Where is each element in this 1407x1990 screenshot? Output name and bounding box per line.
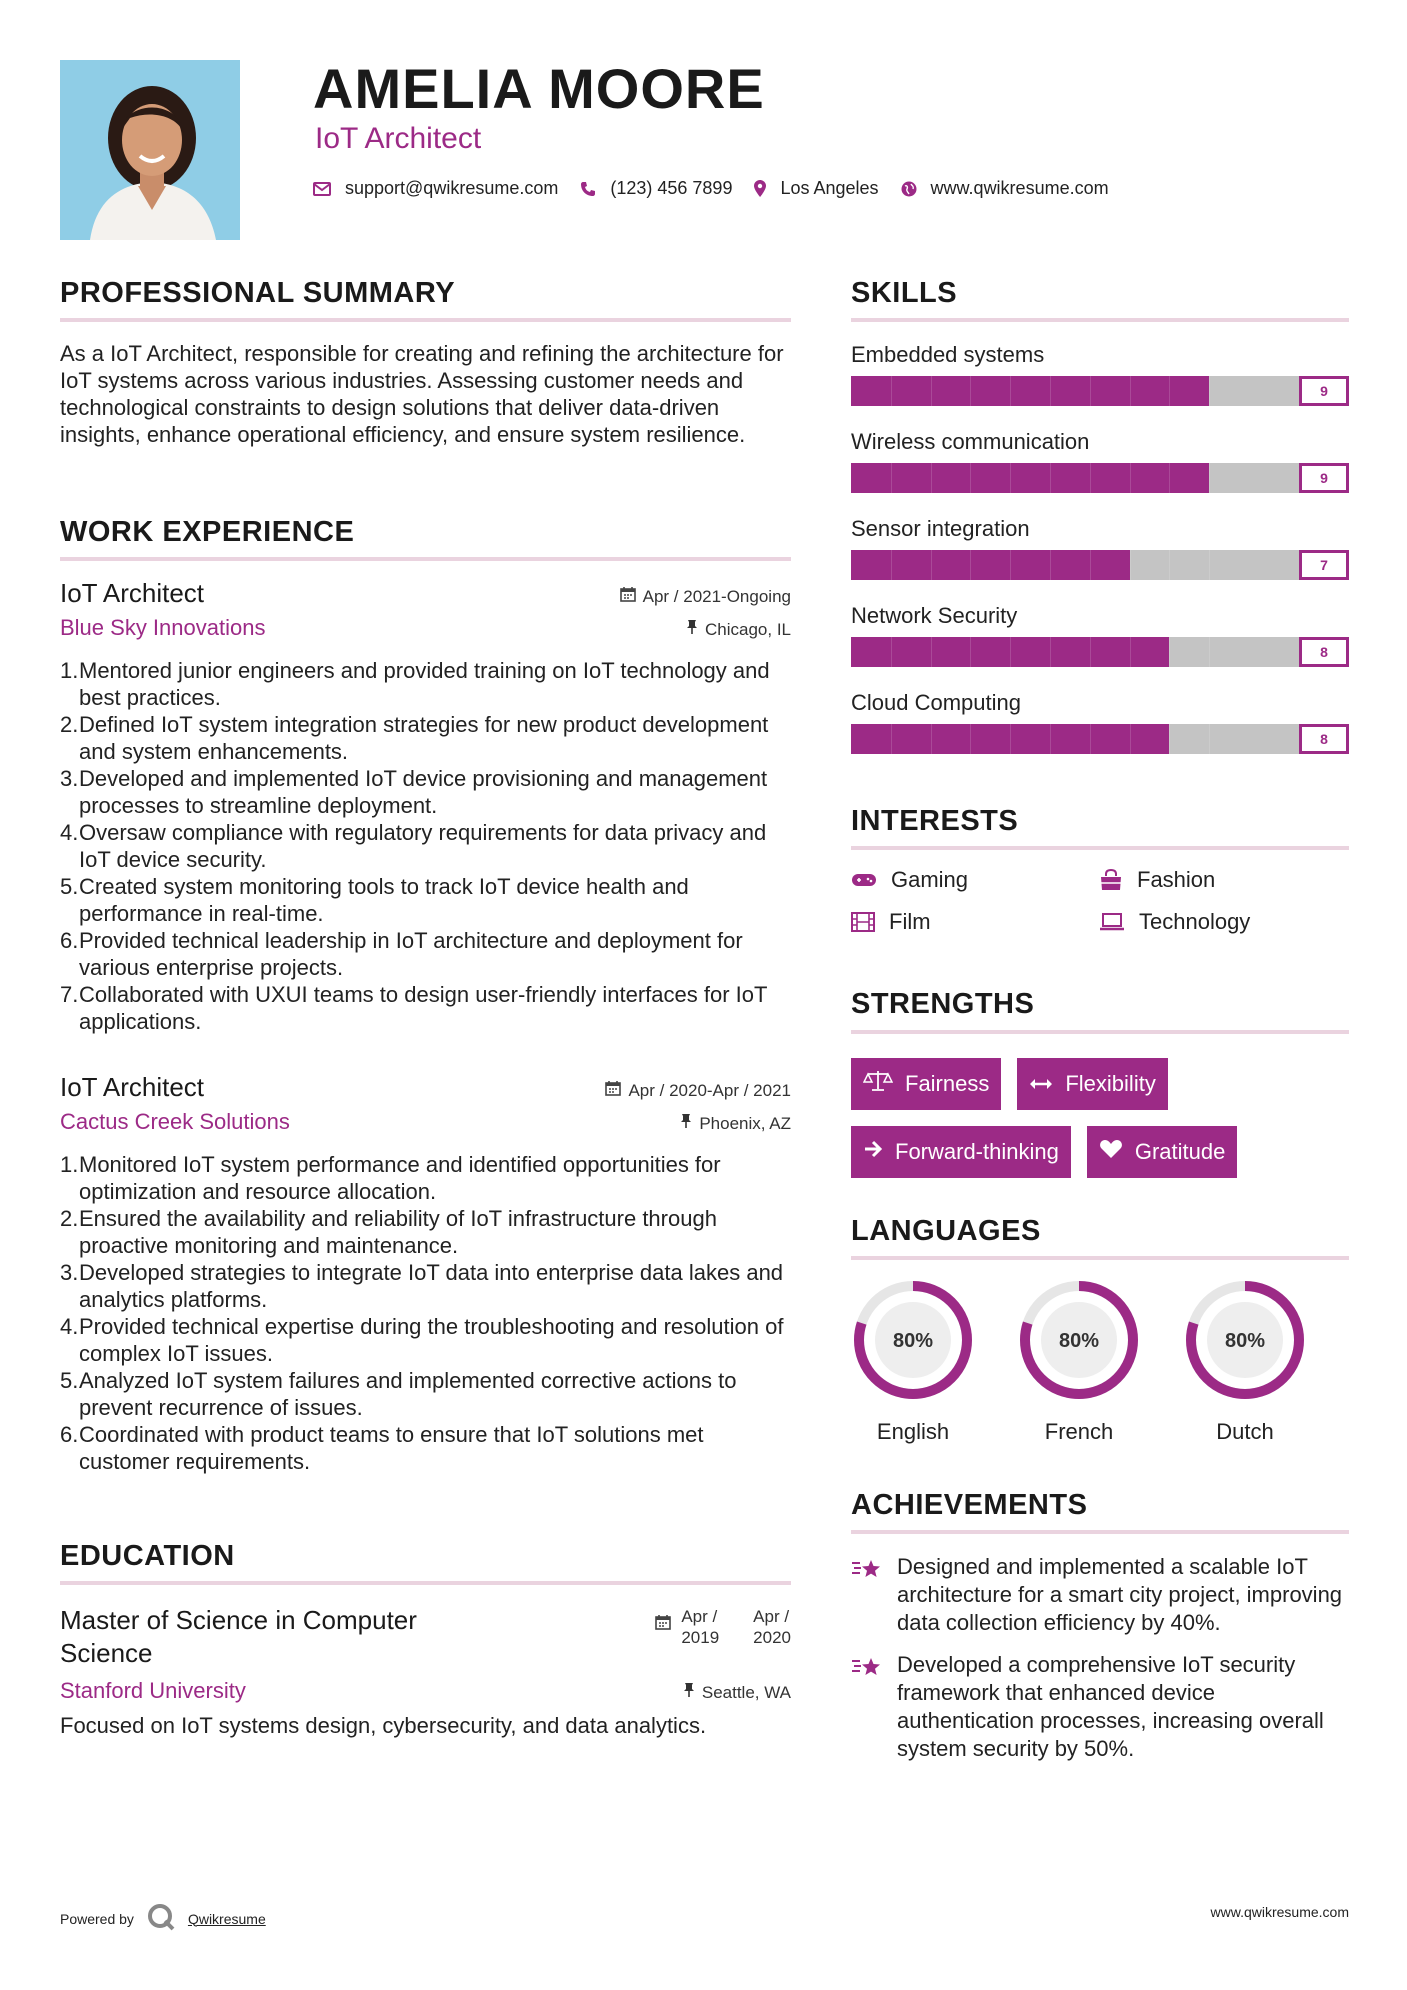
achievements-list: [851, 1553, 1349, 1763]
language-name: English: [876, 1419, 950, 1444]
skill-segment-divider: [1090, 637, 1091, 667]
summary-divider: [60, 318, 791, 322]
skill-segment-divider: [1050, 463, 1051, 493]
skill-track: [851, 637, 1301, 667]
work-heading: WORK EXPERIENCE: [60, 516, 355, 548]
job-dates-text: Apr / 2020-Apr / 2021: [628, 1080, 791, 1100]
language-ring: [851, 1278, 975, 1402]
job-location-text: Chicago, IL: [705, 619, 791, 639]
skill-segment-divider: [1130, 550, 1131, 580]
interest-label: Fashion: [1137, 867, 1216, 892]
job-location: [680, 1113, 791, 1134]
skill-item: [851, 429, 1349, 516]
bag-icon: [1099, 869, 1123, 891]
skill-segment-divider: [1050, 550, 1051, 580]
skill-segment-divider: [931, 463, 932, 493]
degree-line: Master of Science in Computer: [60, 1605, 417, 1635]
end-month: Apr /: [753, 1607, 790, 1626]
job-entry: [60, 1072, 791, 1475]
skill-segment-divider: [1050, 724, 1051, 754]
education-heading: EDUCATION: [60, 1540, 235, 1572]
interests-heading: INTERESTS: [851, 805, 1019, 837]
job-location: [686, 619, 791, 640]
interest-item: [1099, 867, 1347, 893]
strengths-heading: STRENGTHS: [851, 988, 1035, 1020]
start-month: Apr /: [681, 1607, 718, 1626]
skill-segment-divider: [1130, 637, 1131, 667]
skill-segment-divider: [891, 637, 892, 667]
skill-segment-divider: [1010, 637, 1011, 667]
skill-bar: [851, 637, 1349, 667]
list-item: 5. Created system monitoring tools to track IoT device health and performance in real-time.: [60, 874, 689, 926]
skill-item: [851, 516, 1349, 603]
candidate-name: AMELIA MOORE: [313, 57, 765, 120]
education-entry: [60, 1604, 791, 1739]
achievements-heading: ACHIEVEMENTS: [851, 1489, 1088, 1521]
skill-bar: [851, 550, 1349, 580]
strength-badge: [1087, 1126, 1238, 1178]
skill-segment-divider: [1169, 550, 1170, 580]
language-percent: 80%: [892, 1330, 934, 1352]
envelope-icon: [313, 182, 331, 196]
language-percent: 80%: [1224, 1330, 1266, 1352]
skill-segment-divider: [1130, 724, 1131, 754]
footer-site[interactable]: www.qwikresume.com: [1210, 1904, 1349, 1920]
skill-segment-divider: [1130, 376, 1131, 406]
pushpin-icon: [683, 1682, 695, 1703]
degree-title: [60, 1604, 417, 1670]
degree-line: Science: [60, 1638, 153, 1668]
interest-item: [1099, 909, 1347, 935]
interest-label: Film: [889, 909, 931, 934]
footer-powered: [60, 1902, 266, 1935]
skill-segment-divider: [931, 724, 932, 754]
language-ring: [1017, 1278, 1141, 1402]
skill-segment-divider: [1209, 550, 1210, 580]
job-title: IoT Architect: [60, 1072, 205, 1102]
strength-label: Gratitude: [1134, 1139, 1226, 1164]
skill-segment-divider: [970, 724, 971, 754]
list-item: 6. Coordinated with product teams to ensure that IoT solutions met customer requirements.: [60, 1422, 704, 1474]
skill-item: [851, 690, 1349, 777]
skill-segment-divider: [970, 463, 971, 493]
list-item: 1. Monitored IoT system performance and identified opportunities for optimization and resource allocation.: [60, 1152, 721, 1204]
skill-bar: [851, 724, 1349, 754]
arrows-horizontal-icon: [1029, 1071, 1053, 1097]
calendar-icon: [605, 1080, 621, 1101]
skill-segment-divider: [1169, 376, 1170, 406]
start-year: 2019: [681, 1628, 720, 1647]
skill-level: 9: [1299, 376, 1349, 406]
skill-fill: [851, 376, 1209, 406]
skill-track: [851, 463, 1301, 493]
list-item: 1. Mentored junior engineers and provided training on IoT technology and best practices.: [60, 658, 770, 710]
skill-bar: [851, 376, 1349, 406]
interests-grid: [851, 867, 1349, 935]
job-bullets: [60, 1151, 791, 1475]
skill-name: Embedded systems: [851, 342, 1045, 367]
skills-divider: [851, 318, 1349, 322]
skill-segment-divider: [1050, 637, 1051, 667]
list-item: 7. Collaborated with UXUI teams to design user-friendly interfaces for IoT applications.: [60, 982, 768, 1034]
languages-heading: LANGUAGES: [851, 1215, 1041, 1247]
profile-photo: [60, 60, 240, 240]
calendar-icon: [655, 1606, 671, 1670]
school-location: [683, 1682, 791, 1703]
job-title: IoT Architect: [60, 578, 205, 608]
interests-divider: [851, 846, 1349, 850]
languages-list: [851, 1278, 1349, 1445]
skill-segment-divider: [1010, 463, 1011, 493]
skill-segment-divider: [891, 463, 892, 493]
skill-level: 8: [1299, 724, 1349, 754]
list-item: 4. Provided technical expertise during the troubleshooting and resolution of complex IoT issues.: [60, 1314, 784, 1366]
skill-level: 7: [1299, 550, 1349, 580]
education-dates: [655, 1604, 791, 1670]
interest-item: [851, 867, 1099, 893]
interest-label: Gaming: [891, 867, 969, 892]
skill-item: [851, 603, 1349, 690]
skill-segment-divider: [1130, 463, 1131, 493]
qwikresume-link[interactable]: Qwikresume: [187, 1910, 266, 1927]
skill-name: Network Security: [851, 603, 1018, 628]
strength-label: Flexibility: [1065, 1071, 1156, 1096]
list-item: 3. Developed strategies to integrate IoT data into enterprise data lakes and analytics platforms.: [60, 1260, 784, 1312]
contact-location: Los Angeles: [780, 178, 879, 198]
language-name: Dutch: [1216, 1419, 1274, 1444]
achievement-text: Designed and implemented a scalable IoT architecture for a smart city project, improving data collection efficiency by 40%.: [897, 1554, 1343, 1635]
interest-item: [851, 909, 1099, 935]
skill-segment-divider: [1090, 550, 1091, 580]
list-item: 2. Ensured the availability and reliability of IoT infrastructure through proactive monitoring and maintenance.: [60, 1206, 717, 1258]
skill-segment-divider: [1209, 463, 1210, 493]
language-item: [851, 1278, 975, 1445]
list-item: 6. Provided technical leadership in IoT architecture and deployment for various enterprise projects.: [60, 928, 743, 980]
skill-segment-divider: [1169, 463, 1170, 493]
qwikresume-logo-icon: [146, 1902, 176, 1935]
skill-segment-divider: [1090, 724, 1091, 754]
phone-icon: [580, 181, 596, 197]
laptop-icon: [1099, 913, 1125, 931]
contact-bar: [313, 178, 1131, 199]
gamepad-icon: [851, 872, 877, 888]
skill-segment-divider: [1169, 724, 1170, 754]
summary-text: As a IoT Architect, responsible for creating and refining the architecture for IoT systems across various industries. Assessing customer needs and technological constraints to design solutions that deliver data-driven insights, enhance operational efficiency, and ensure system resilience.: [60, 341, 784, 447]
skill-segment-divider: [1090, 376, 1091, 406]
strength-badge: [1017, 1058, 1167, 1110]
skill-track: [851, 376, 1301, 406]
strength-badge: [851, 1058, 1001, 1110]
skill-segment-divider: [891, 376, 892, 406]
company-name: Blue Sky Innovations: [60, 615, 266, 640]
summary-heading: PROFESSIONAL SUMMARY: [60, 277, 456, 309]
achievements-divider: [851, 1530, 1349, 1534]
contact-phone[interactable]: (123) 456 7899: [610, 178, 733, 198]
achievement-text: Developed a comprehensive IoT security framework that enhanced device authentication processes, increasing overall system security by 50%.: [897, 1652, 1324, 1761]
list-item: 3. Developed and implemented IoT device provisioning and management processes to streamline deployment.: [60, 766, 768, 818]
education-description: Focused on IoT systems design, cybersecurity, and data analytics.: [60, 1713, 707, 1738]
strength-badge: [851, 1126, 1071, 1178]
pushpin-icon: [686, 619, 698, 640]
skill-track: [851, 550, 1301, 580]
education-divider: [60, 1581, 791, 1585]
work-divider: [60, 557, 791, 561]
school-name: Stanford University: [60, 1678, 246, 1703]
skill-segment-divider: [970, 550, 971, 580]
calendar-icon: [620, 586, 636, 607]
strengths-divider: [851, 1030, 1349, 1034]
pushpin-icon: [680, 1113, 692, 1134]
skill-segment-divider: [891, 550, 892, 580]
skills-heading: SKILLS: [851, 277, 958, 309]
language-item: [1183, 1278, 1307, 1445]
skill-segment-divider: [931, 376, 932, 406]
skill-name: Cloud Computing: [851, 690, 1021, 715]
skill-item: [851, 342, 1349, 429]
skill-track: [851, 724, 1301, 754]
skill-segment-divider: [1050, 376, 1051, 406]
skill-name: Sensor integration: [851, 516, 1030, 541]
skill-segment-divider: [1010, 550, 1011, 580]
achievement-item: [851, 1553, 1349, 1637]
skill-segment-divider: [1169, 637, 1170, 667]
skill-segment-divider: [931, 550, 932, 580]
skills-list: [851, 342, 1349, 777]
job-bullets: [60, 657, 791, 1035]
powered-by-text: Powered by: [60, 1910, 134, 1927]
shooting-star-icon: [851, 1651, 883, 1763]
skill-segment-divider: [1090, 463, 1091, 493]
list-item: 5. Analyzed IoT system failures and implemented corrective actions to prevent recurrence of issues.: [60, 1368, 737, 1420]
job-dates: [605, 1080, 791, 1101]
list-item: 2. Defined IoT system integration strategies for new product development and system enhancements.: [60, 712, 769, 764]
list-item: 4. Oversaw compliance with regulatory requirements for data privacy and IoT device security.: [60, 820, 767, 872]
language-item: [1017, 1278, 1141, 1445]
company-name: Cactus Creek Solutions: [60, 1109, 290, 1134]
skill-fill: [851, 463, 1209, 493]
scale-icon: [863, 1070, 893, 1098]
languages-divider: [851, 1256, 1349, 1260]
skill-fill: [851, 550, 1130, 580]
skill-segment-divider: [1209, 376, 1210, 406]
strength-label: Fairness: [905, 1071, 990, 1096]
skill-segment-divider: [970, 637, 971, 667]
contact-email[interactable]: support@qwikresume.com: [345, 178, 559, 198]
language-name: French: [1044, 1419, 1114, 1444]
skill-segment-divider: [1209, 637, 1210, 667]
skill-segment-divider: [1209, 724, 1210, 754]
school-location-text: Seattle, WA: [701, 1682, 791, 1702]
globe-icon: [901, 181, 917, 197]
portrait-image: [60, 60, 240, 240]
strength-label: Forward-thinking: [895, 1139, 1059, 1164]
language-ring: [1183, 1278, 1307, 1402]
achievement-item: [851, 1651, 1349, 1763]
language-percent: 80%: [1058, 1330, 1100, 1352]
skill-segment-divider: [891, 724, 892, 754]
skill-name: Wireless communication: [851, 429, 1090, 454]
shooting-star-icon: [851, 1553, 883, 1637]
skill-segment-divider: [931, 637, 932, 667]
contact-website[interactable]: www.qwikresume.com: [930, 178, 1109, 198]
skill-bar: [851, 463, 1349, 493]
arrow-right-icon: [863, 1139, 883, 1165]
skill-level: 9: [1299, 463, 1349, 493]
skill-segment-divider: [1010, 724, 1011, 754]
skill-segment-divider: [970, 376, 971, 406]
heart-icon: [1099, 1139, 1123, 1165]
skill-segment-divider: [1010, 376, 1011, 406]
job-location-text: Phoenix, AZ: [699, 1113, 791, 1133]
skill-level: 8: [1299, 637, 1349, 667]
map-pin-icon: [754, 180, 766, 197]
end-year: 2020: [753, 1628, 791, 1647]
job-dates-text: Apr / 2021-Ongoing: [642, 586, 791, 606]
candidate-title: IoT Architect: [315, 122, 482, 155]
job-entry: [60, 578, 791, 1035]
strengths-list: [851, 1058, 1349, 1178]
film-icon: [851, 912, 875, 932]
job-dates: [620, 586, 791, 607]
interest-label: Technology: [1139, 909, 1251, 934]
